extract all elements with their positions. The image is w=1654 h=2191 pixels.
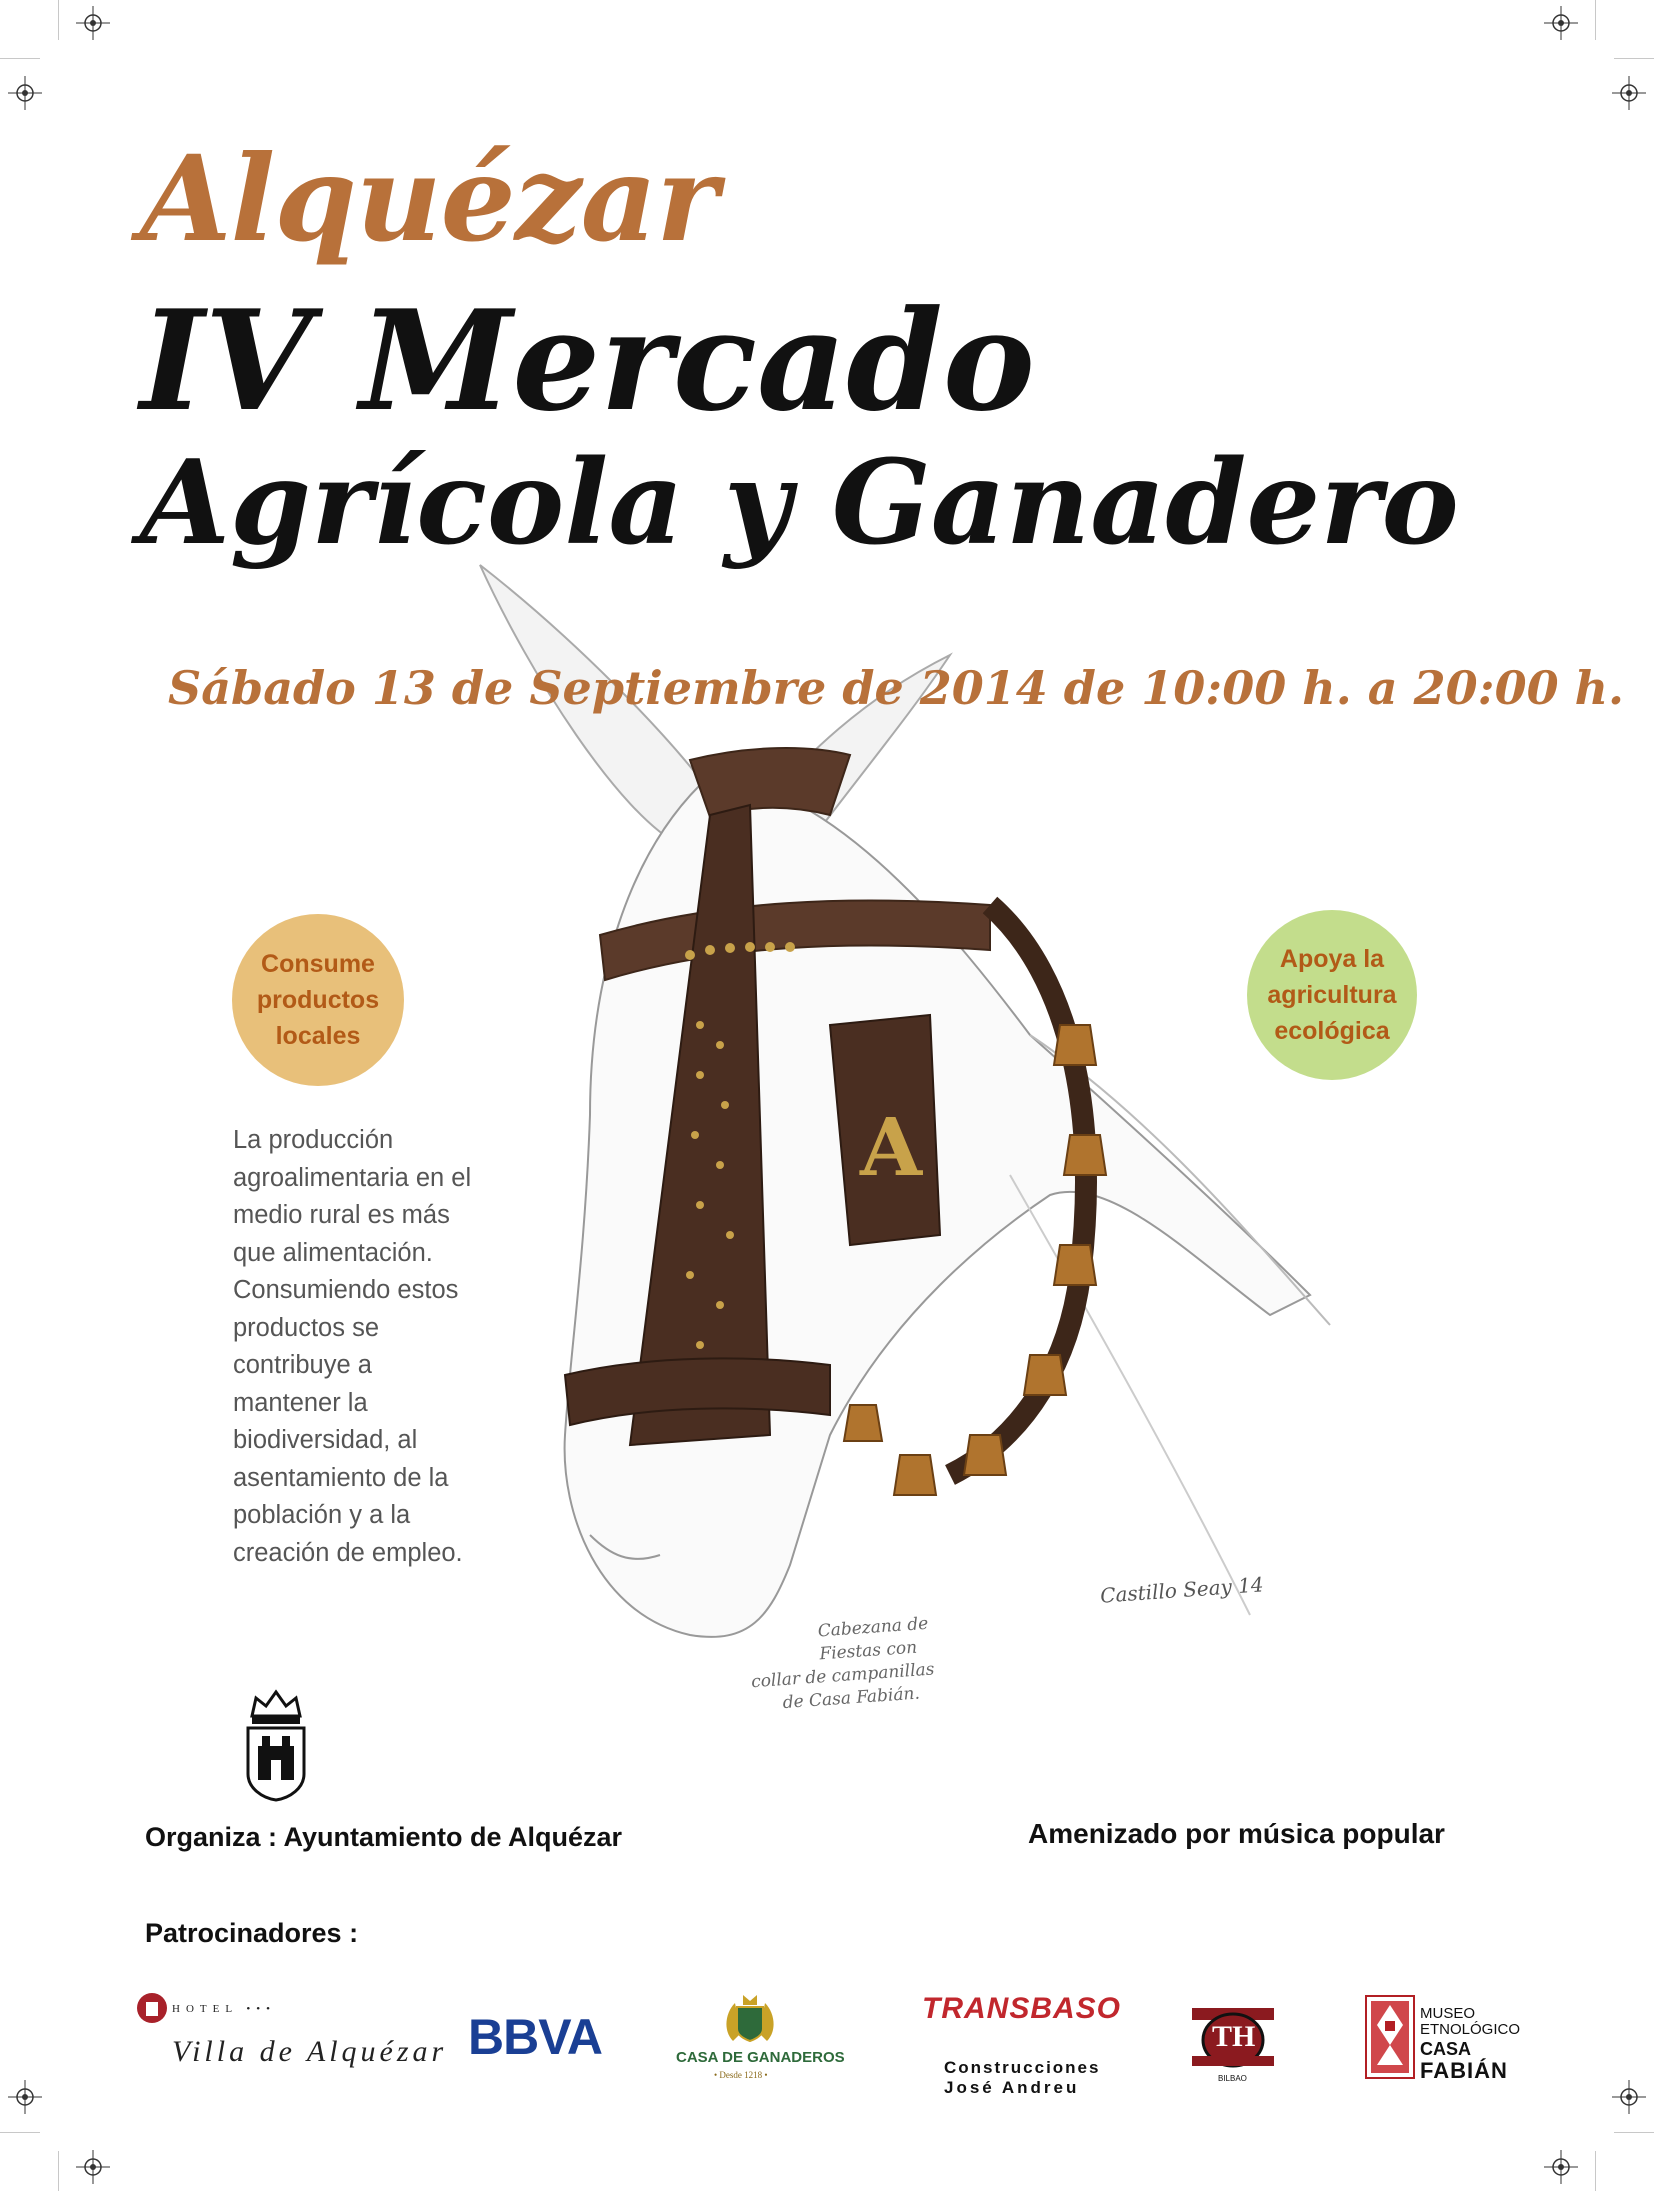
town-title: Alquézar xyxy=(140,129,718,268)
crosshair-icon xyxy=(76,6,110,40)
trim-line xyxy=(58,2151,59,2191)
bbva-logo: BBVA xyxy=(468,2009,602,2065)
badge-line: ecológica xyxy=(1274,1017,1390,1046)
caption-line: Cabezana de xyxy=(817,1613,929,1642)
crosshair-icon xyxy=(8,2080,42,2114)
casa-ganaderos-logo: CASA DE GANADEROS xyxy=(676,2049,845,2066)
text-line: medio rural es más xyxy=(233,1201,450,1229)
trim-line xyxy=(1595,0,1596,40)
th-logo-text: TH xyxy=(1212,2020,1256,2053)
badge-line: locales xyxy=(275,1022,361,1051)
badge-line: Apoya la xyxy=(1279,944,1385,973)
caption-line: de Casa Fabián. xyxy=(782,1683,921,1713)
trim-line xyxy=(1595,2151,1596,2191)
casa-ganaderos-subtitle: • Desde 1218 • xyxy=(714,2070,768,2080)
caption-line: Fiestas con xyxy=(818,1637,918,1665)
artist-signature: Castillo Seay 14 xyxy=(1099,1572,1265,1608)
th-location: BILBAO xyxy=(1218,2074,1247,2083)
text-line: creación de empleo. xyxy=(233,1538,463,1567)
hotel-logo-icon xyxy=(136,1992,168,2024)
crosshair-icon xyxy=(1612,2080,1646,2114)
organic-agriculture-badge xyxy=(1247,910,1417,1080)
text-line: productos se xyxy=(233,1313,380,1342)
hotel-label: HOTEL ••• xyxy=(172,2003,276,2015)
text-line: Consumiendo estos xyxy=(233,1276,459,1304)
hotel-villa-alquezar-logo: Villa de Alquézar xyxy=(172,2035,448,2068)
svg-text:A: A xyxy=(860,1100,923,1194)
text-line: contribuye a xyxy=(233,1351,372,1379)
crosshair-icon xyxy=(8,76,42,110)
music-note-text: Amenizado por música popular xyxy=(1028,1818,1445,1849)
organizer-text: Organiza : Ayuntamiento de Alquézar xyxy=(145,1822,623,1852)
crosshair-icon xyxy=(1544,6,1578,40)
crosshair-icon xyxy=(76,2150,110,2184)
event-date: Sábado 13 de Septiembre de 2014 de 10:00 h. a 20:00 h. xyxy=(168,661,1625,715)
museo-label: CASA xyxy=(1420,2039,1472,2059)
museo-logo-icon xyxy=(1365,1995,1415,2079)
transbaso-logo: TRANSBASO xyxy=(922,1992,1122,2025)
text-line: mantener la xyxy=(233,1388,368,1417)
construcciones-name: José Andreu xyxy=(944,2078,1080,2097)
text-line: La producción xyxy=(233,1126,394,1154)
event-title-line2: Agrícola y Ganadero xyxy=(140,435,1459,571)
trim-line xyxy=(0,2132,40,2133)
coat-of-arms-icon xyxy=(240,1688,312,1802)
text-line: biodiversidad, al xyxy=(233,1426,418,1454)
mule-bridle-illustration xyxy=(470,555,1370,1735)
badge-line: productos xyxy=(256,985,380,1014)
trim-line xyxy=(1614,58,1654,59)
text-line: que alimentación. xyxy=(233,1238,433,1267)
event-title-line1: IV Mercado xyxy=(140,279,1035,442)
text-line: agroalimentaria en el xyxy=(233,1163,472,1192)
text-line: asentamiento de la xyxy=(233,1463,449,1492)
trim-line xyxy=(1614,2132,1654,2133)
trim-line xyxy=(58,0,59,40)
museo-label: ETNOLÓGICO xyxy=(1420,2021,1521,2038)
badge-line: Consume xyxy=(261,949,375,978)
crosshair-icon xyxy=(1544,2150,1578,2184)
trim-line xyxy=(0,58,40,59)
casa-ganaderos-emblem-icon xyxy=(715,1993,785,2045)
caption-line: collar de campanillas xyxy=(750,1659,936,1693)
consume-local-badge xyxy=(232,914,404,1086)
crosshair-icon xyxy=(1612,76,1646,110)
text-line: población y a la xyxy=(233,1501,411,1529)
sponsors-heading: Patrocinadores : xyxy=(145,1918,359,1948)
museo-casa-fabian-logo: FABIÁN xyxy=(1420,2058,1508,2083)
illustration-caption xyxy=(750,1604,1063,1713)
description-text xyxy=(233,1122,523,1572)
museo-label: MUSEO xyxy=(1420,2005,1476,2022)
construcciones-label: Construcciones xyxy=(944,2058,1101,2077)
badge-line: agricultura xyxy=(1267,980,1397,1009)
